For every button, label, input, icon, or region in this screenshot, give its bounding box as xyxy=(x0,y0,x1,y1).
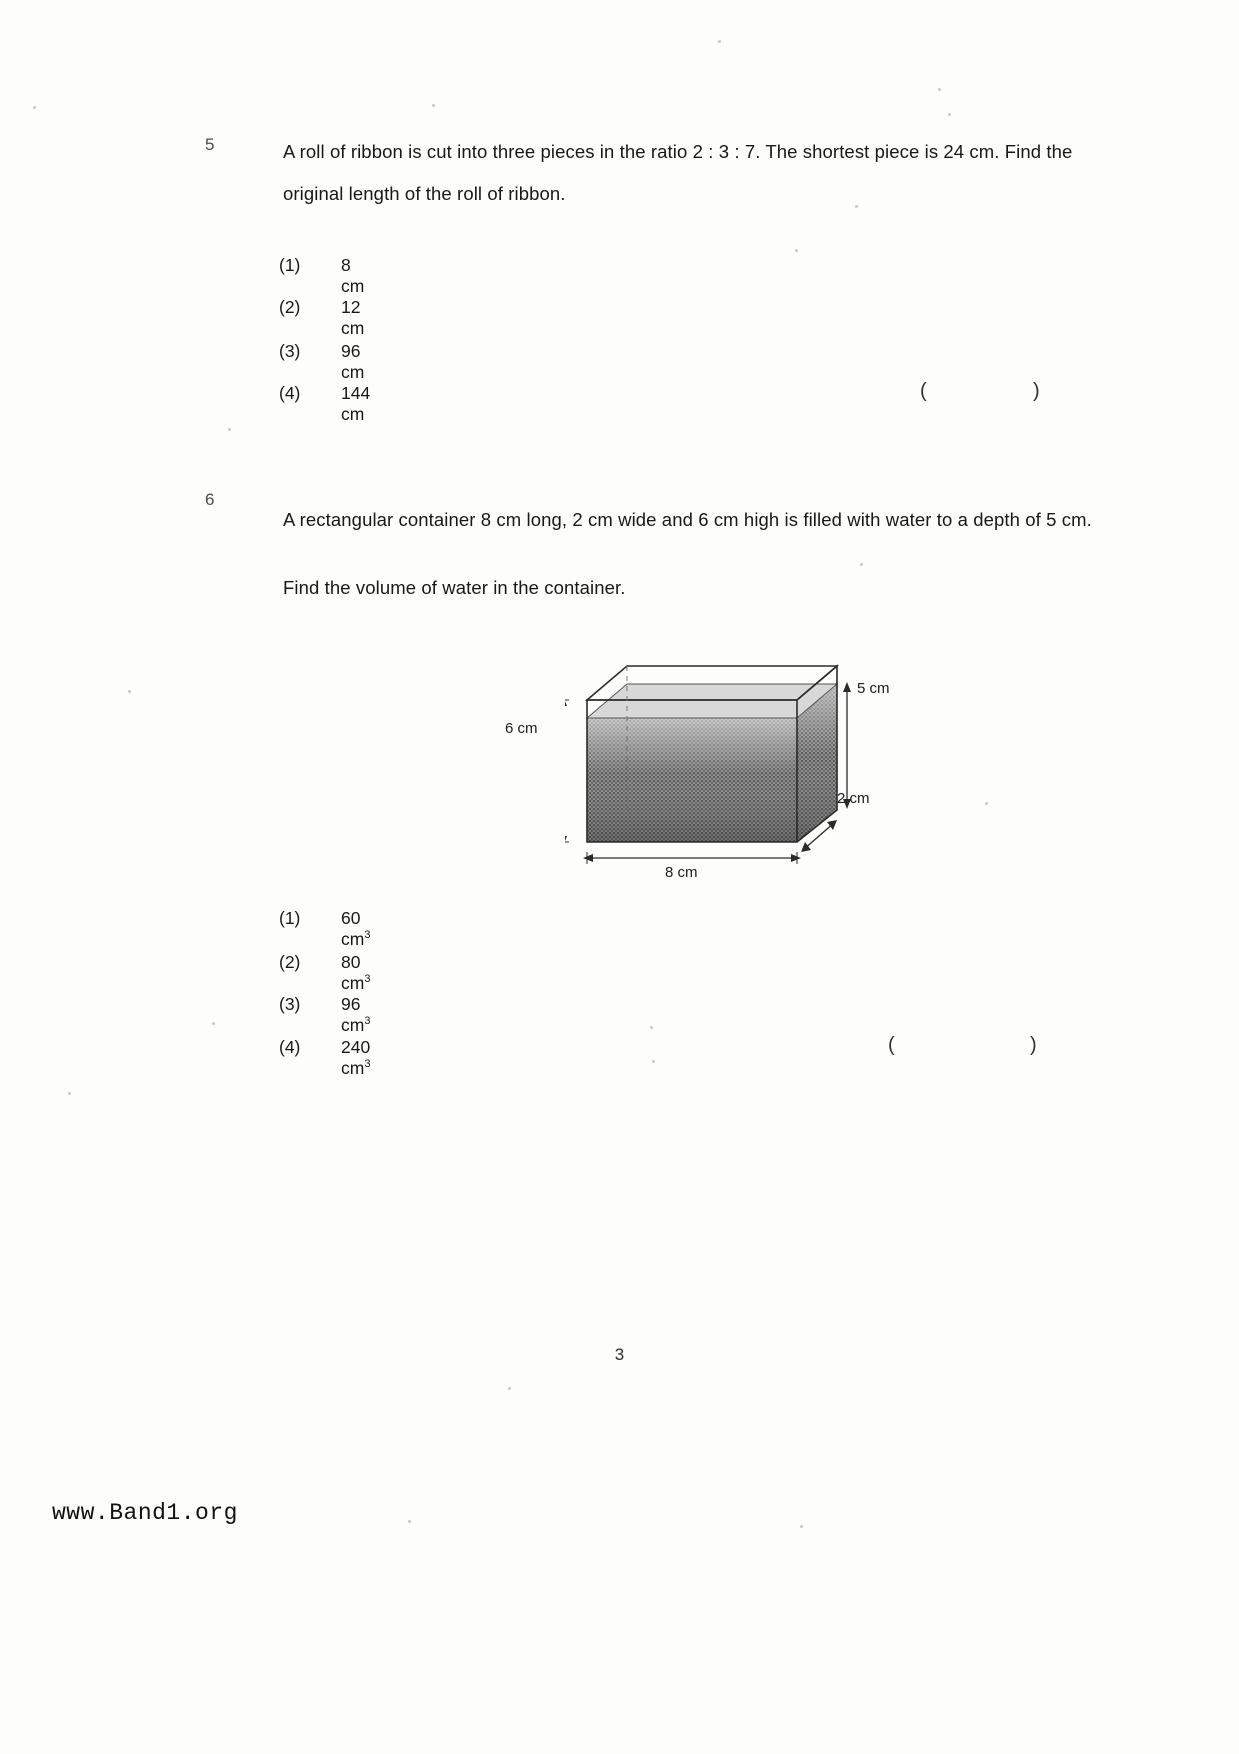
figure-label-depth: 2 cm xyxy=(837,790,870,807)
scan-speck xyxy=(948,113,951,116)
option-label: (4) xyxy=(279,1037,301,1057)
scan-speck xyxy=(212,1022,215,1025)
question-text: A rectangular container 8 cm long, 2 cm wide and 6 cm high is filled with water to a depth of 5 cm. Find the volume of water in the container. xyxy=(283,509,1092,598)
scan-speck xyxy=(228,428,231,431)
scan-speck xyxy=(650,1026,653,1029)
scan-speck xyxy=(718,40,721,43)
option-superscript: 3 xyxy=(364,1058,371,1071)
option-value[interactable]: 80 $cm^3$ xyxy=(341,952,371,993)
figure-label-height-right: 5 cm xyxy=(857,680,890,697)
scan-speck xyxy=(33,106,36,109)
answer-bracket-open: ( xyxy=(888,1034,895,1056)
option-label: (2) xyxy=(279,297,301,317)
question-number: 5 xyxy=(205,135,215,154)
option-label: (1) xyxy=(279,255,301,275)
scan-speck xyxy=(508,1387,511,1390)
option-value[interactable]: 96 cm xyxy=(341,341,365,382)
answer-bracket-close: ) xyxy=(1030,1034,1037,1056)
question-text: A roll of ribbon is cut into three pieces in the ratio 2 : 3 : 7. The shortest piece is 24 cm. Find the original length of the roll of ribbon. xyxy=(283,141,1073,204)
option-label: (3) xyxy=(279,994,301,1014)
option-value[interactable]: 240 $cm^3$ xyxy=(341,1037,371,1078)
option-label: (1) xyxy=(279,908,301,928)
figure-label-length: 8 cm xyxy=(665,864,698,881)
scan-speck xyxy=(795,249,798,252)
scan-speck xyxy=(800,1525,803,1528)
option-label: (3) xyxy=(279,341,301,361)
scan-speck xyxy=(938,88,941,91)
option-value[interactable]: 144 cm xyxy=(341,383,371,424)
site-watermark: www.Band1.org xyxy=(52,1500,238,1526)
option-value[interactable]: 8 cm xyxy=(341,255,365,296)
option-value[interactable]: 12 cm xyxy=(341,297,365,338)
question-number: 6 xyxy=(205,490,215,509)
option-value[interactable]: 96 $cm^3$ xyxy=(341,994,371,1035)
answer-bracket-open: ( xyxy=(920,380,927,402)
option-value[interactable]: 60 $cm^3$ xyxy=(341,908,371,949)
option-superscript: 3 xyxy=(364,929,371,942)
option-label: (2) xyxy=(279,952,301,972)
scan-speck xyxy=(128,690,131,693)
rectangular-container-diagram xyxy=(505,660,965,920)
figure-label-height-left: 6 cm xyxy=(505,720,538,737)
scan-speck xyxy=(68,1092,71,1095)
scan-speck xyxy=(432,104,435,107)
scan-speck xyxy=(652,1060,655,1063)
option-label: (4) xyxy=(279,383,301,403)
page-number: 3 xyxy=(614,1345,625,1364)
scan-speck xyxy=(985,802,988,805)
option-superscript: 3 xyxy=(364,1015,371,1028)
option-superscript: 3 xyxy=(364,973,371,986)
scan-speck xyxy=(408,1520,411,1523)
answer-bracket-close: ) xyxy=(1033,380,1040,402)
